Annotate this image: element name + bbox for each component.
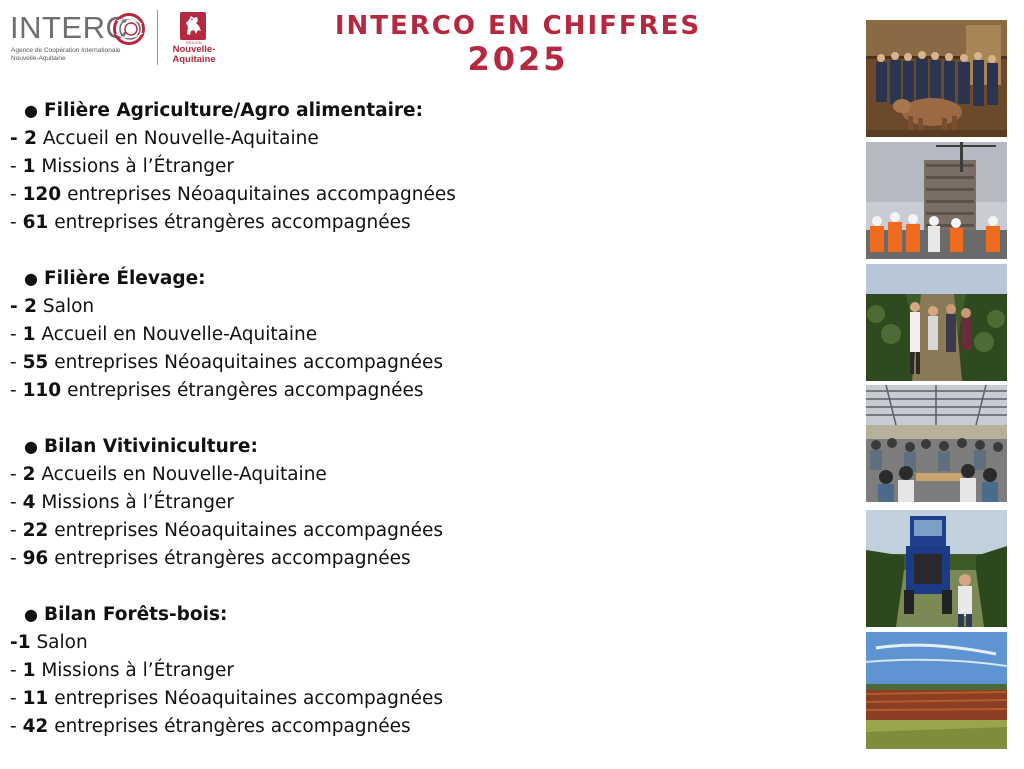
stat-line (10, 209, 570, 237)
barn-group-with-cow-photo (866, 20, 1007, 137)
interco-wordmark: INTERC (10, 10, 129, 45)
grape-harvester-photo (866, 510, 1007, 627)
bullet-icon: ● (24, 605, 38, 624)
section-heading-label: Bilan Vitiviniculture: (44, 436, 258, 457)
section-elevage (10, 265, 570, 433)
stat-prefix: - (10, 548, 23, 569)
bullet-icon: ● (24, 437, 38, 456)
stat-number: 96 (22, 548, 49, 569)
stat-prefix: - (10, 324, 23, 345)
stat-line (10, 293, 570, 321)
stat-text: entreprises étrangères accompagnées (48, 716, 411, 737)
stat-prefix: - (10, 296, 25, 317)
stat-number: 22 (22, 520, 49, 541)
stat-text: entreprises Néoaquitaines accompagnées (61, 184, 456, 205)
stat-line (10, 125, 570, 153)
stat-line (10, 629, 570, 657)
page-title: INTERCO EN CHIFFRES (334, 11, 702, 41)
section-heading (10, 97, 570, 125)
stat-number: 2 (22, 464, 36, 485)
stat-line (10, 181, 570, 209)
logo-tagline-line-2: Nouvelle-Aquitaine (11, 55, 66, 62)
stat-line (10, 321, 570, 349)
stat-number: 1 (22, 156, 36, 177)
logo-tagline-line-1: Agence de Coopération Internationale (11, 47, 121, 54)
stat-text: entreprises Néoaquitaines accompagnées (48, 688, 443, 709)
stat-prefix: - (10, 520, 23, 541)
stat-line (10, 377, 570, 405)
stat-line (10, 461, 570, 489)
stat-text: Accueil en Nouvelle-Aquitaine (37, 128, 319, 149)
stat-text: Missions à l’Étranger (35, 660, 234, 681)
section-heading-label: Filière Élevage: (44, 268, 206, 289)
stat-number: 110 (22, 380, 62, 401)
stat-text: entreprises étrangères accompagnées (48, 548, 411, 569)
section-forets-bois (10, 601, 570, 769)
stat-line (10, 713, 570, 741)
logo-tagline (11, 47, 121, 63)
construction-site-workers-photo (866, 142, 1007, 259)
region-name-line-2: Aquitaine (172, 54, 216, 65)
stat-line (10, 349, 570, 377)
stat-text: Salon (37, 296, 95, 317)
stat-number: 61 (22, 212, 49, 233)
stat-line (10, 517, 570, 545)
region-name (166, 45, 222, 65)
stat-text: entreprises Néoaquitaines accompagnées (48, 352, 443, 373)
stat-prefix: - (10, 716, 23, 737)
logo-divider (157, 10, 158, 65)
page-title-block (318, 10, 718, 77)
stat-prefix: - (10, 156, 23, 177)
section-agriculture (10, 97, 570, 265)
stat-prefix: - (10, 632, 18, 653)
stats-sections (10, 97, 570, 769)
stat-prefix: - (10, 660, 23, 681)
section-heading (10, 265, 570, 293)
stat-number: 1 (17, 632, 31, 653)
stat-number: 1 (22, 324, 36, 345)
stat-prefix: - (10, 128, 25, 149)
stat-prefix: - (10, 184, 23, 205)
stat-line (10, 685, 570, 713)
stat-prefix: - (10, 212, 23, 233)
section-heading-label: Filière Agriculture/Agro alimentaire: (44, 100, 423, 121)
section-heading-label: Bilan Forêts-bois: (44, 604, 228, 625)
interco-o-circle-icon (112, 12, 146, 46)
stat-number: 42 (22, 716, 49, 737)
autumn-vineyard-photo (866, 632, 1007, 749)
stat-line (10, 489, 570, 517)
stat-line (10, 153, 570, 181)
vineyard-visit-photo (866, 264, 1007, 381)
stat-text: Missions à l’Étranger (35, 156, 234, 177)
bullet-icon: ● (24, 101, 38, 120)
stat-number: 4 (22, 492, 36, 513)
stat-text: entreprises Néoaquitaines accompagnées (48, 520, 443, 541)
stat-prefix: - (10, 688, 23, 709)
stat-number: 11 (22, 688, 49, 709)
stat-number: 2 (24, 296, 37, 317)
stat-text: entreprises étrangères accompagnées (48, 212, 411, 233)
stat-text: Missions à l’Étranger (35, 492, 234, 513)
stat-number: 1 (22, 660, 36, 681)
bullet-icon: ● (24, 269, 38, 288)
interco-logo (8, 10, 218, 68)
stat-text: Accueils en Nouvelle-Aquitaine (35, 464, 327, 485)
dining-hall-photo (866, 385, 1007, 502)
section-heading (10, 433, 570, 461)
region-small-label: RÉGION (186, 41, 202, 45)
stat-number: 55 (22, 352, 49, 373)
stat-number: 120 (22, 184, 62, 205)
stat-text: Salon (30, 632, 88, 653)
section-vitiviniculture (10, 433, 570, 601)
stat-text: Accueil en Nouvelle-Aquitaine (35, 324, 318, 345)
section-heading (10, 601, 570, 629)
stat-text: entreprises étrangères accompagnées (61, 380, 424, 401)
stat-line (10, 657, 570, 685)
stat-prefix: - (10, 380, 23, 401)
stat-line (10, 545, 570, 573)
stat-number: 2 (24, 128, 37, 149)
region-lion-crest-icon (180, 12, 206, 40)
stat-prefix: - (10, 352, 23, 373)
page-year: 2025 (467, 40, 569, 78)
stat-prefix: - (10, 464, 23, 485)
stat-prefix: - (10, 492, 23, 513)
region-name-line-1: Nouvelle- (172, 44, 216, 55)
